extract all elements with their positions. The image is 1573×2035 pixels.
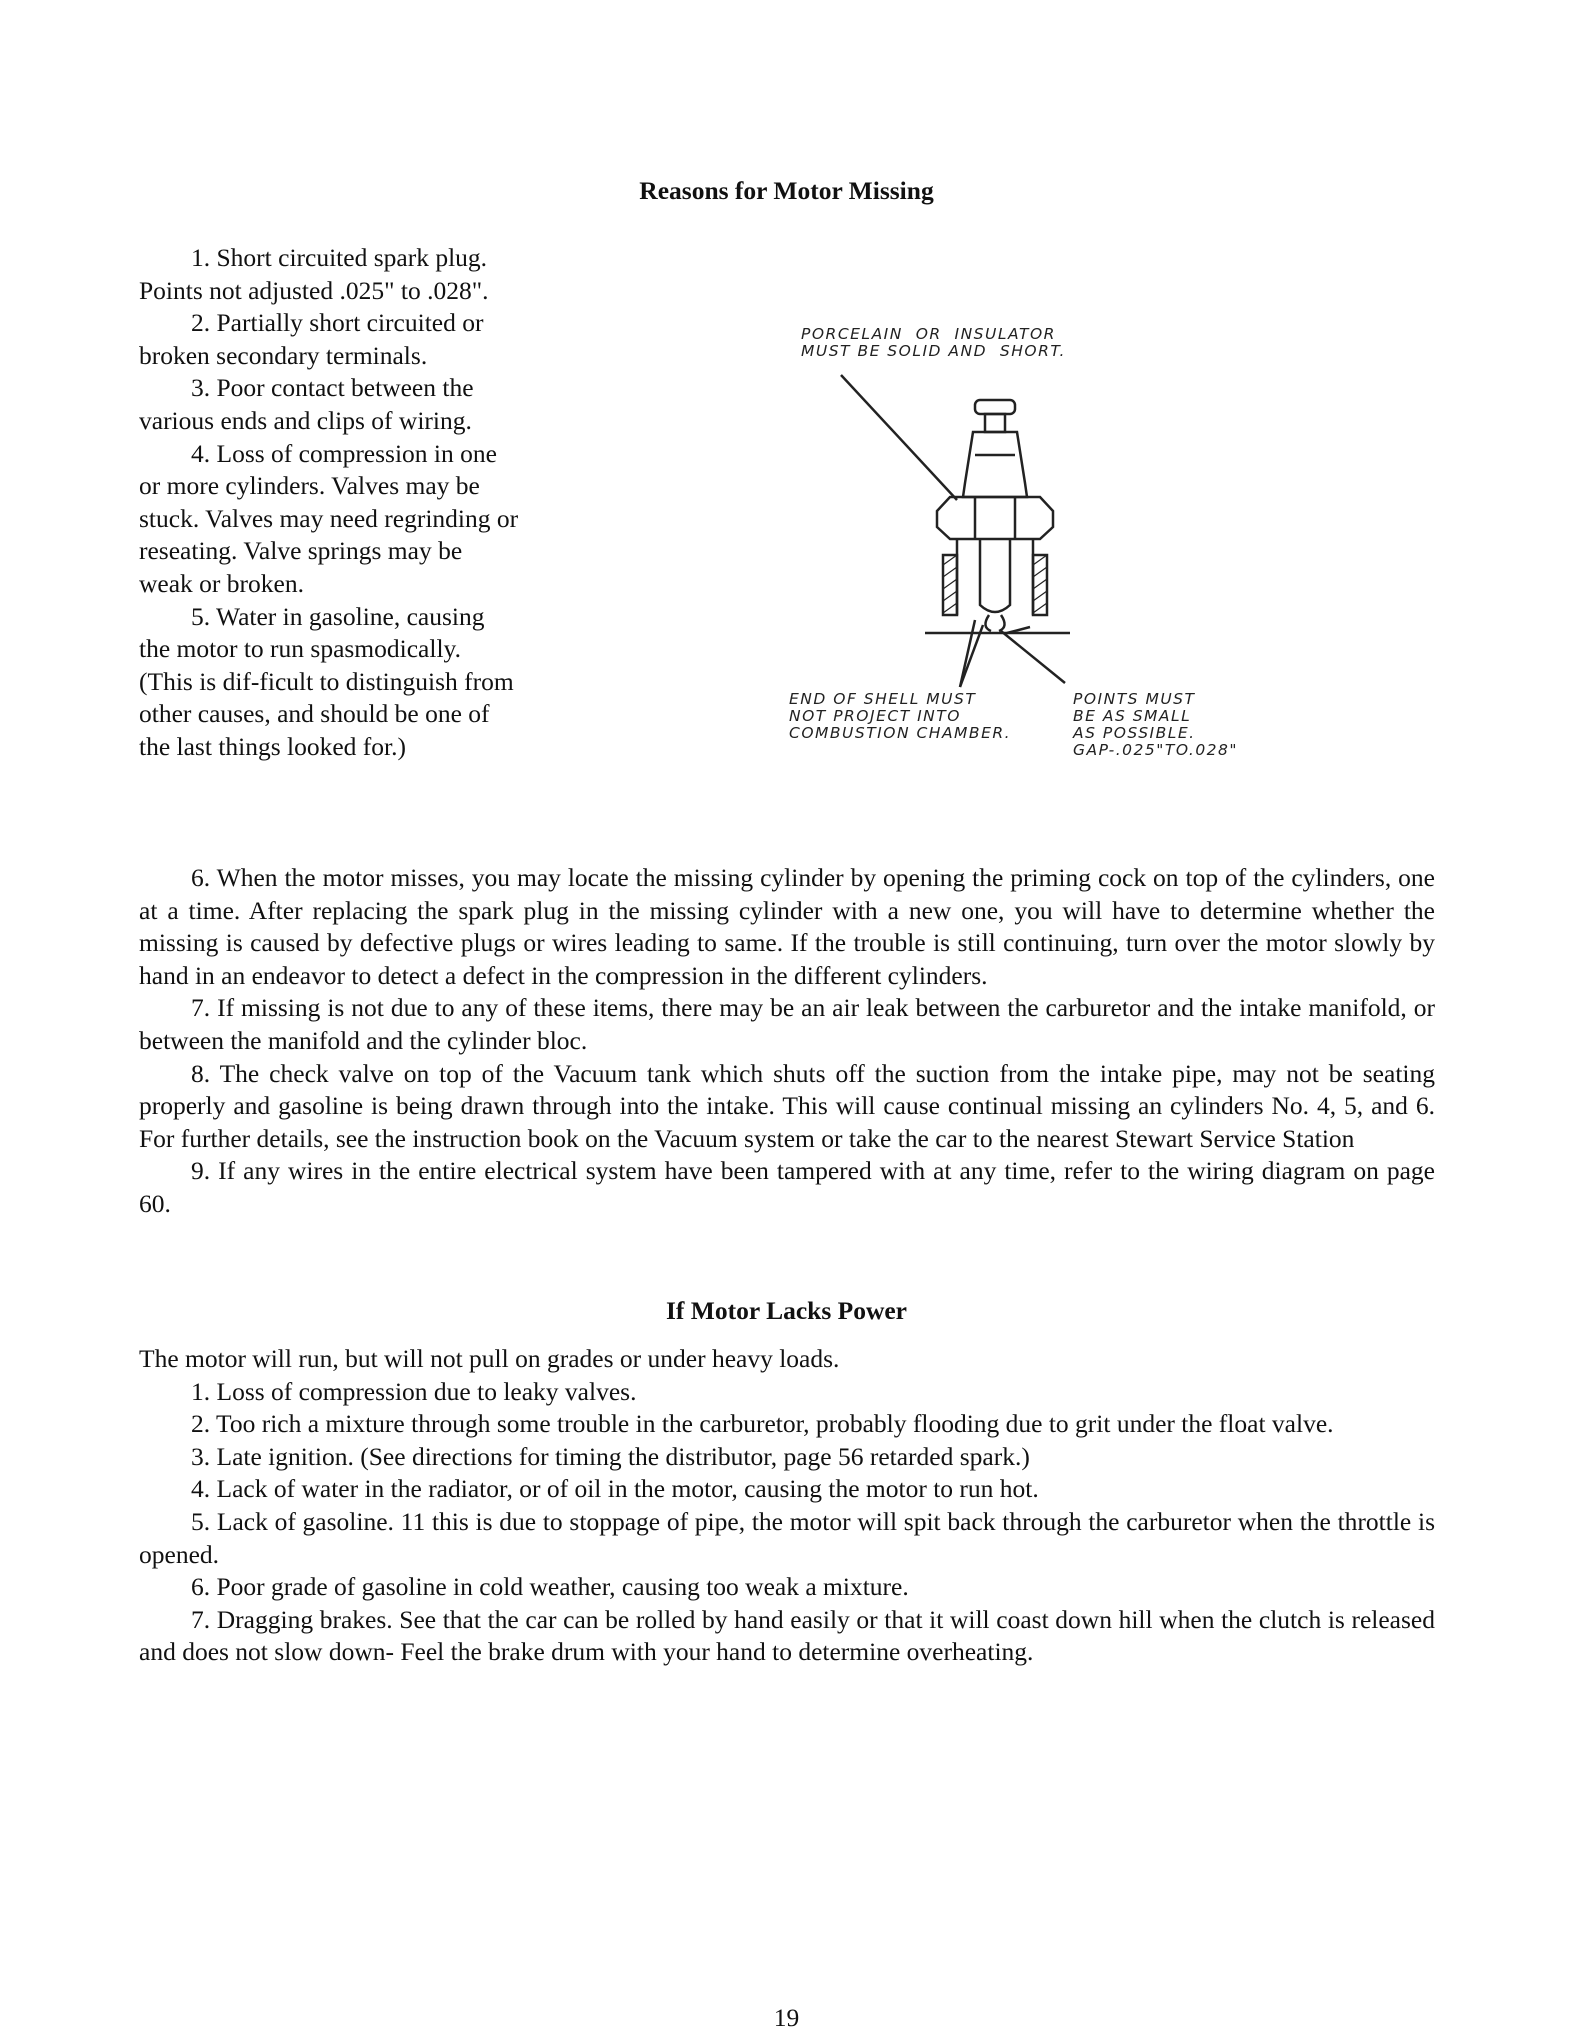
list-item: 2. Too rich a mixture through some trouble in the carburetor, probably flooding due to grit under the float valve. — [191, 1409, 1334, 1439]
list-item: 2. Partially short circuited or broken secondary terminals. — [139, 308, 484, 370]
spark-plug-diagram — [775, 315, 1255, 775]
figure-caption-shell: END OF SHELL MUST NOT PROJECT INTO COMBUSTION CHAMBER. — [789, 690, 1012, 742]
list-item: 8. The check valve on top of the Vacuum tank which shuts off the suction from the intake pipe, may not be seating properly and gasoline is being drawn through into the intake. This will cause continual missing an cylinders No. 4, 5, and 6. For further details, see the instruction book on the Vacuum system or take the car to the nearest Stewart Service Station — [139, 1058, 1435, 1153]
list-item: 4. Lack of water in the radiator, or of oil in the motor, causing the motor to run hot. — [191, 1474, 1039, 1504]
list-item: 3. Poor contact between the various ends and clips of wiring. — [139, 373, 474, 435]
left-column-list — [139, 242, 519, 764]
list-item: 4. Loss of compression in one or more cylinders. Valves may be stuck. Valves may need regrinding or reseating. Valve springs may be weak or broken. — [139, 438, 519, 598]
figure-caption-points: POINTS MUST BE AS SMALL AS POSSIBLE. GAP-.025"TO.028" — [1073, 690, 1239, 759]
section-heading-motor-missing: Reasons for Motor Missing — [639, 176, 934, 205]
section-heading-lacks-power: If Motor Lacks Power — [665, 1296, 908, 1325]
list-item: 3. Late ignition. (See directions for timing the distributor, page 56 retarded spark.) — [191, 1441, 1030, 1471]
list-item: 7. Dragging brakes. See that the car can be rolled by hand easily or that it will coast down hill when the clutch is released and does not slow down- Feel the brake drum with your hand to determine overheating. — [139, 1604, 1435, 1667]
full-width-list — [139, 862, 1435, 1221]
list-item: 1. Short circuited spark plug. Points not adjusted .025" to .028". — [139, 243, 489, 305]
list-item: 1. Loss of compression due to leaky valves. — [191, 1376, 637, 1406]
lacks-power-list — [139, 1343, 1435, 1669]
list-item: 5. Water in gasoline, causing the motor to run spasmodically. (This is dif-ficult to distinguish from other causes, and should be one of the last things looked for.) — [139, 601, 514, 761]
list-item: 7. If missing is not due to any of these items, there may be an air leak between the carburetor and the intake manifold, or between the manifold and the cylinder bloc. — [139, 993, 1435, 1055]
figure-caption-porcelain: PORCELAIN OR INSULATOR MUST BE SOLID AND SHORT. — [801, 325, 1066, 360]
intro-paragraph: The motor will run, but will not pull on grades or under heavy loads. — [139, 1344, 840, 1373]
list-item: 6. When the motor misses, you may locate the missing cylinder by opening the priming cock on top of the cylinders, one at a time. After replacing the spark plug in the missing cylinder with a new one, you will have to determine whether the missing is caused by defective plugs or wires leading to same. If the trouble is still continuing, turn over the motor slowly by hand in an endeavor to detect a defect in the compression in the different cylinders. — [139, 863, 1435, 990]
page-number: 19 — [773, 2003, 800, 2032]
list-item: 9. If any wires in the entire electrical system have been tampered with at any time, refer to the wiring diagram on page 60. — [139, 1156, 1435, 1218]
list-item: 5. Lack of gasoline. 11 this is due to stoppage of pipe, the motor will spit back through the carburetor when the throttle is opened. — [139, 1506, 1435, 1569]
list-item: 6. Poor grade of gasoline in cold weather, causing too weak a mixture. — [191, 1572, 909, 1602]
